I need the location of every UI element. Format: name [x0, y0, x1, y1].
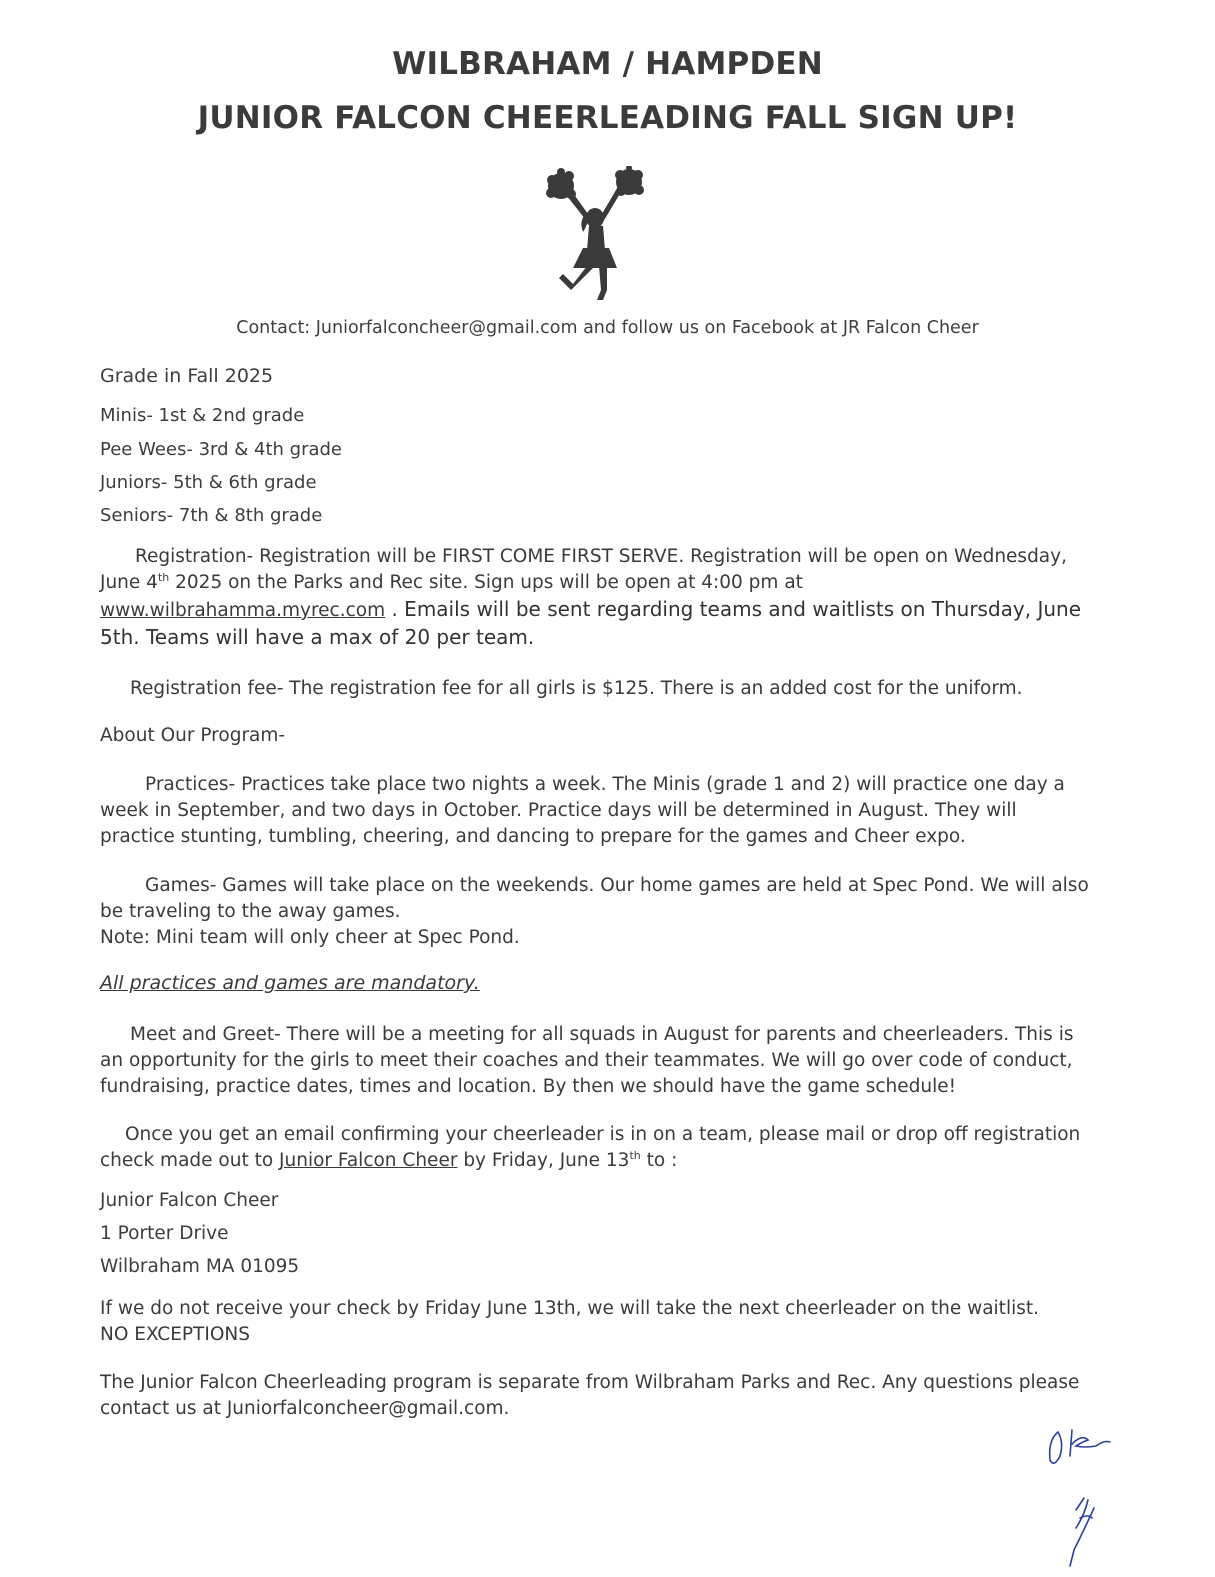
deadline-text: If we do not receive your check by Friday June 13th, we will take the next cheerleader on the waitlist.	[100, 1298, 1039, 1319]
grade-item-minis: Minis- 1st & 2nd grade	[100, 405, 305, 426]
address-street: 1 Porter Drive	[100, 1223, 229, 1244]
fee-paragraph: Registration fee- The registration fee for all girls is $125. There is an added cost for the uniform.	[130, 678, 1023, 699]
payee-name: Junior Falcon Cheer	[279, 1150, 458, 1171]
address-name: Junior Falcon Cheer	[100, 1190, 279, 1211]
disclaimer-paragraph: The Junior Falcon Cheerleading program is separate from Wilbraham Parks and Rec. Any questions please contact us at Juniorfalconcheer@gmail.com.	[100, 1372, 1080, 1419]
registration-text-3: . Emails will be sent regarding teams and waitlists on Thursday, June 5th. Teams will have a max of 20 per team.	[100, 597, 1082, 649]
practices-paragraph: Practices- Practices take place two nights a week. The Minis (grade 1 and 2) will practice one day a week in September, and two days in October. Practice days will be determined in August. They will practice stunting, tumbling, cheering, and dancing to prepare for the games and Cheer expo.	[100, 774, 1065, 847]
title-line-2: JUNIOR FALCON CHEERLEADING FALL SIGN UP!	[197, 100, 1018, 136]
mandatory-notice: All practices and games are mandatory.	[100, 972, 480, 994]
games-paragraph	[100, 873, 1090, 951]
grade-item-pee-wees: Pee Wees- 3rd & 4th grade	[100, 439, 343, 460]
meet-greet-paragraph: Meet and Greet- There will be a meeting for all squads in August for parents and cheerleaders. This is an opportunity for the girls to meet their coaches and their teammates. We will go over code of conduct, fundraising, practice dates, times and location. By then we should have the game schedule!	[100, 1024, 1074, 1097]
deadline-emphasis: NO EXCEPTIONS	[100, 1324, 250, 1345]
address-city: Wilbraham MA 01095	[100, 1256, 300, 1277]
games-note: Note: Mini team will only cheer at Spec Pond.	[100, 927, 520, 948]
grade-item-juniors: Juniors- 5th & 6th grade	[100, 472, 317, 493]
registration-link[interactable]: www.wilbrahamma.myrec.com	[100, 600, 386, 621]
mail-paragraph	[100, 1122, 1090, 1174]
registration-sup: th	[157, 570, 170, 584]
mail-text-3: to :	[640, 1150, 678, 1171]
title-line-1: WILBRAHAM / HAMPDEN	[392, 46, 823, 82]
mail-text-2: by Friday, June 13	[457, 1150, 630, 1171]
grade-item-seniors: Seniors- 7th & 8th grade	[100, 505, 323, 526]
handwritten-ok-initials	[1040, 1420, 1130, 1570]
registration-text-2: 2025 on the Parks and Rec site. Sign ups will be open at 4:00 pm at	[169, 572, 803, 593]
deadline-paragraph	[100, 1296, 1090, 1348]
registration-paragraph	[100, 544, 1090, 652]
about-heading: About Our Program-	[100, 725, 286, 746]
grade-heading: Grade in Fall 2025	[100, 365, 274, 387]
mail-sup: th	[629, 1148, 641, 1162]
cheerleader-logo	[543, 166, 647, 302]
registration-text-1: Registration- Registration will be FIRST COME FIRST SERVE. Registration will be open on Wednesday, June 4	[100, 546, 1067, 593]
mail-text-1: Once you get an email confirming your cheerleader is in on a team, please mail or drop off registration check made out to	[100, 1124, 1081, 1171]
contact-line: Contact: Juniorfalconcheer@gmail.com and follow us on Facebook at JR Falcon Cheer	[236, 318, 979, 338]
games-text: Games- Games will take place on the weekends. Our home games are held at Spec Pond. We will also be traveling to the away games.	[100, 875, 1089, 922]
